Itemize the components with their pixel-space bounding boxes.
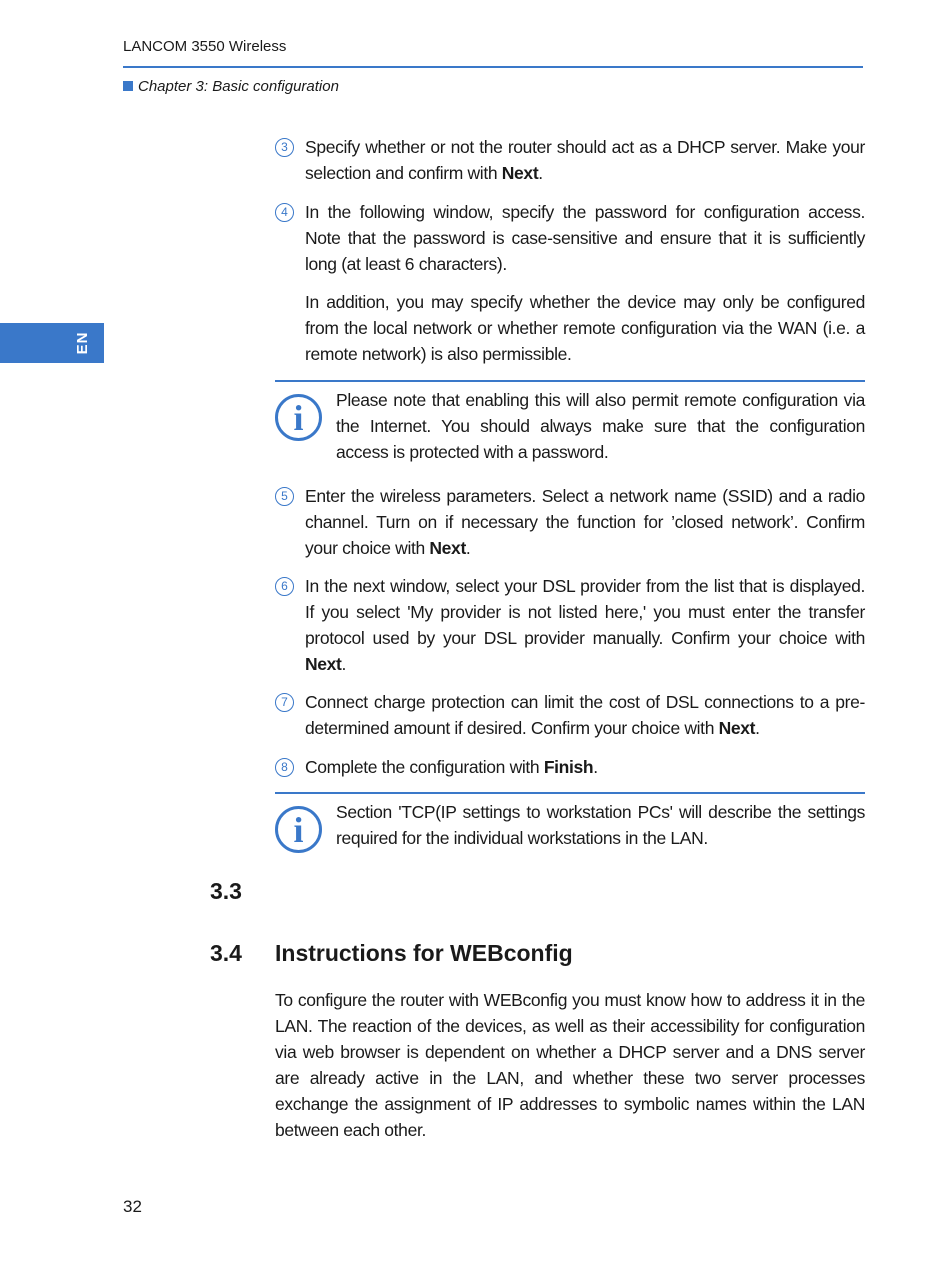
header-rule: [123, 66, 863, 68]
info-note: [275, 380, 865, 468]
step-7: [275, 689, 865, 741]
note-text: Section 'TCP(IP settings to workstation PCs' will describe the settings required for the individual workstations in the LAN.: [336, 802, 865, 848]
step-text: Enter the wireless parameters. Select a network name (SSID) and a radio channel. Turn on if necessary the function for ’closed network’. Confirm your choice with Next.: [305, 486, 865, 558]
step-6: [275, 573, 865, 677]
page-number: 32: [123, 1197, 142, 1216]
language-tab: [0, 323, 104, 363]
section-3-4-title: Instructions for WEBconfig: [275, 940, 573, 966]
step-number-icon: 3: [275, 138, 294, 157]
step-number-icon: 4: [275, 203, 294, 222]
note-text: Please note that enabling this will also permit remote configuration via the Internet. You should always make sure that the configuration access is protected with a password.: [336, 390, 865, 462]
step-number-icon: 8: [275, 758, 294, 777]
info-note: [275, 792, 865, 860]
language-tab-label: EN: [74, 331, 92, 355]
section-3-4-number: 3.4: [210, 940, 242, 966]
step-4: [275, 199, 865, 277]
step-number-icon: 6: [275, 577, 294, 596]
info-icon: i: [275, 806, 322, 853]
chapter-header: [123, 78, 339, 95]
step-3: [275, 134, 865, 186]
step-extra-text: In addition, you may specify whether the device may only be configured from the local network or whether remote configuration via the WAN (i.e. a remote network) is also permissible.: [305, 292, 865, 364]
section-3-3-number: 3.3: [210, 878, 242, 904]
step-number-icon: 7: [275, 693, 294, 712]
info-icon: i: [275, 394, 322, 441]
running-header-title: LANCOM 3550 Wireless: [123, 38, 287, 55]
step-text: In the next window, select your DSL provider from the list that is displayed. If you select 'My provider is not listed here,' you must enter the transfer protocol used by your DSL provider manually. Confirm your choice with Next.: [305, 576, 865, 674]
step-text: Connect charge protection can limit the cost of DSL connections to a pre-determined amount if desired. Confirm your choice with Next.: [305, 692, 865, 738]
step-5: [275, 483, 865, 561]
square-bullet-icon: [123, 81, 133, 91]
step-text: Specify whether or not the router should act as a DHCP server. Make your selection and confirm with Next.: [305, 137, 865, 183]
step-4-extra: [275, 289, 865, 367]
step-text: In the following window, specify the password for configuration access. Note that the password is case-sensitive and ensure that it is sufficiently long (at least 6 characters).: [305, 202, 865, 274]
section-3-4-body: To configure the router with WEBconfig you must know how to address it in the LAN. The reaction of the devices, as well as their accessibility for configuration via web browser is dependent on whether a DHCP server and a DNS server are already active in the LAN, and whether these two server processes exchange the assignment of IP addresses to symbolic names within the LAN between each other.: [275, 990, 865, 1140]
step-number-icon: 5: [275, 487, 294, 506]
chapter-label: Chapter 3: Basic configuration: [138, 78, 339, 95]
step-8: [275, 754, 865, 780]
step-text: Complete the configuration with Finish.: [305, 757, 598, 777]
